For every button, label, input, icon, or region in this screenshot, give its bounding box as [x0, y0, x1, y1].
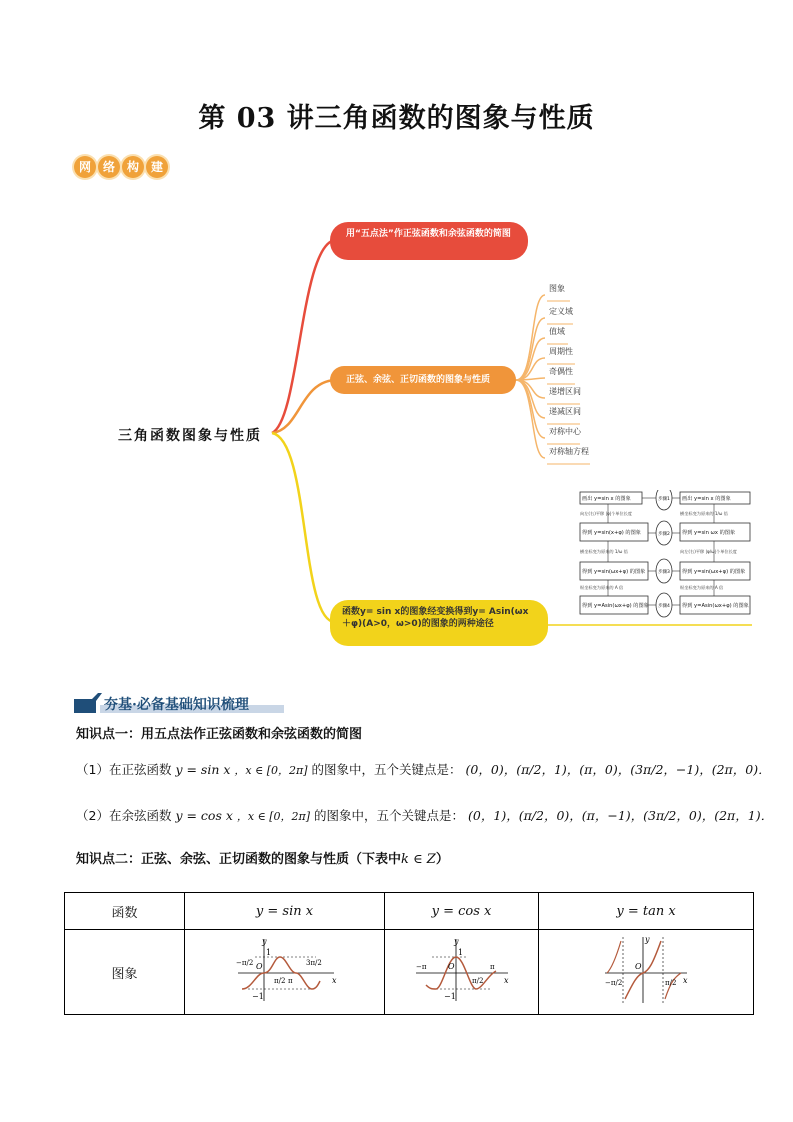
p2-function: y = cos x [175, 808, 233, 823]
paragraph-cosine-points [76, 806, 773, 824]
tan-graph-x: x [683, 976, 688, 985]
header-sin: y = sin x [185, 893, 385, 930]
badge-char: 构 [122, 156, 144, 178]
p1-domain: ，x ∈ [0，2π] [234, 764, 308, 777]
kp2-text: 知识点二：正弦、余弦、正切函数的图象与性质（下表中 [76, 852, 402, 867]
transform-flow-diagram [578, 490, 754, 622]
badge-char: 络 [98, 156, 120, 178]
header-cos: y = cos x [385, 893, 539, 930]
cos-graph-neg-pi: −π [415, 963, 426, 971]
p1-middle: 的图象中，五个关键点是： [311, 762, 462, 777]
mindmap-leaf: 值域 [549, 327, 565, 336]
sin-graph-one: 1 [265, 948, 271, 957]
section-title: 夯基·必备基础知识梳理 [104, 697, 249, 713]
knowledge-point-2 [76, 848, 449, 867]
flow-right-note-2: 向左(右)平移 |φ/ω|个单位长度 [680, 549, 737, 554]
p2-prefix: （2）在余弦函数 [76, 808, 172, 823]
mindmap-leaf: 定义域 [549, 307, 573, 316]
cos-graph-pi: π [489, 963, 495, 971]
cos-graph-pi-2: π/2 [471, 977, 483, 985]
flow-step-1: 步骤1 [658, 497, 670, 502]
sin-graph-neg-one: −1 [251, 992, 264, 1001]
flow-left-box-4: 得到 y=Asin(ωx+φ) 的图象 [582, 603, 649, 609]
sin-graph-pi-2: π/2 [273, 977, 285, 985]
table-header-row [65, 893, 754, 930]
p1-function: y = sin x [175, 762, 231, 777]
flow-left-note-1: 向左(右)平移 |φ|个单位长度 [580, 511, 633, 516]
tan-graph-pi-2: π/2 [665, 979, 677, 987]
sin-graph [230, 935, 340, 1005]
mindmap-branch-transform: 函数y= sin x的图象经变换得到y= Asin(ωx＋φ)(A>0，ω>0)的图象的两种途径 [330, 600, 548, 646]
kp2-close: ） [435, 852, 449, 867]
mindmap-leaf: 图象 [549, 284, 565, 293]
mindmap-leaf: 递减区间 [549, 407, 581, 416]
flow-left-box-1: 画出 y=sin x 的图象 [582, 496, 631, 502]
cos-graph-one: 1 [457, 948, 463, 957]
sin-graph-origin: O [255, 962, 263, 971]
p2-domain: ，x ∈ [0，2π] [236, 810, 311, 823]
flow-left-box-2: 得到 y=sin(x+φ) 的图象 [582, 530, 641, 536]
sin-graph-x: x [331, 976, 337, 985]
header-tan: y = tan x [539, 893, 754, 930]
sin-graph-neg-pi-2: −π/2 [235, 959, 253, 967]
mindmap-leaf: 对称轴方程 [549, 447, 589, 456]
flow-right-box-4: 得到 y=Asin(ωx+φ) 的图象 [682, 603, 749, 609]
flow-step-3: 步骤3 [658, 570, 670, 575]
tan-graph-cell [539, 930, 754, 1015]
flow-step-4: 步骤4 [658, 604, 670, 609]
badge-char: 建 [146, 156, 168, 178]
sin-graph-y: y [261, 937, 267, 946]
p1-points: (0，0)，(π/2，1)，(π，0)，(3π/2，−1)，(2π，0)． [465, 762, 771, 777]
sin-graph-pi: π [287, 977, 293, 985]
mindmap-leaf: 递增区间 [549, 387, 581, 396]
mindmap-branch-properties: 正弦、余弦、正切函数的图象与性质 [330, 366, 516, 394]
table-row-graph [65, 930, 754, 1015]
mindmap-branch-five-point: 用“五点法”作正弦函数和余弦函数的简图 [330, 222, 528, 260]
page-title: 第 03 讲三角函数的图象与性质 [198, 103, 595, 134]
tan-graph [601, 933, 691, 1007]
tan-graph-neg-pi-2: −π/2 [605, 979, 623, 987]
p2-points: (0，1)，(π/2，0)，(π，−1)，(3π/2，0)，(2π，1)． [468, 808, 774, 823]
flow-right-box-2: 得到 y=sin ωx 的图象 [682, 530, 736, 536]
flow-step-2: 步骤2 [658, 532, 670, 537]
knowledge-point-1: 知识点一：用五点法作正弦函数和余弦函数的简图 [76, 727, 363, 742]
header-function: 函数 [65, 893, 185, 930]
badge-char: 网 [74, 156, 96, 178]
flow-right-note-3: 纵坐标变为原来的 A 倍 [680, 585, 724, 590]
flow-right-box-1: 画出 y=sin x 的图象 [682, 496, 731, 502]
p1-prefix: （1）在正弦函数 [76, 762, 172, 777]
cos-graph-cell [385, 930, 539, 1015]
sin-graph-cell [185, 930, 385, 1015]
tan-graph-y: y [645, 935, 650, 944]
flow-right-note-1: 横坐标变为原来的 1/ω 倍 [680, 511, 728, 516]
cos-graph-neg-one: −1 [443, 992, 456, 1001]
cos-graph-y: y [453, 937, 459, 946]
sin-graph-3pi-2: 3π/2 [305, 959, 322, 967]
mindmap-leaf: 奇偶性 [549, 367, 573, 376]
flow-right-box-3: 得到 y=sin(ωx+φ) 的图象 [682, 569, 746, 575]
flow-left-note-2: 横坐标变为原来的 1/ω 倍 [580, 549, 628, 554]
cos-graph [412, 935, 512, 1005]
tan-graph-origin: O [635, 962, 642, 971]
flow-left-note-3: 纵坐标变为原来的 A 倍 [580, 585, 624, 590]
mindmap-leaf: 周期性 [549, 347, 573, 356]
row-label-graph: 图象 [65, 930, 185, 1015]
trig-properties-table [64, 892, 754, 1015]
cos-graph-x: x [503, 976, 509, 985]
mindmap-leaf: 对称中心 [549, 427, 581, 436]
mindmap-root: 三角函数图象与性质 [118, 428, 262, 444]
cos-graph-origin: O [447, 962, 455, 971]
paragraph-sine-points [76, 760, 771, 778]
flow-left-box-3: 得到 y=sin(ωx+φ) 的图象 [582, 569, 646, 575]
kp2-condition: k ∈ Z [401, 852, 436, 867]
p2-middle: 的图象中，五个关键点是： [314, 808, 465, 823]
